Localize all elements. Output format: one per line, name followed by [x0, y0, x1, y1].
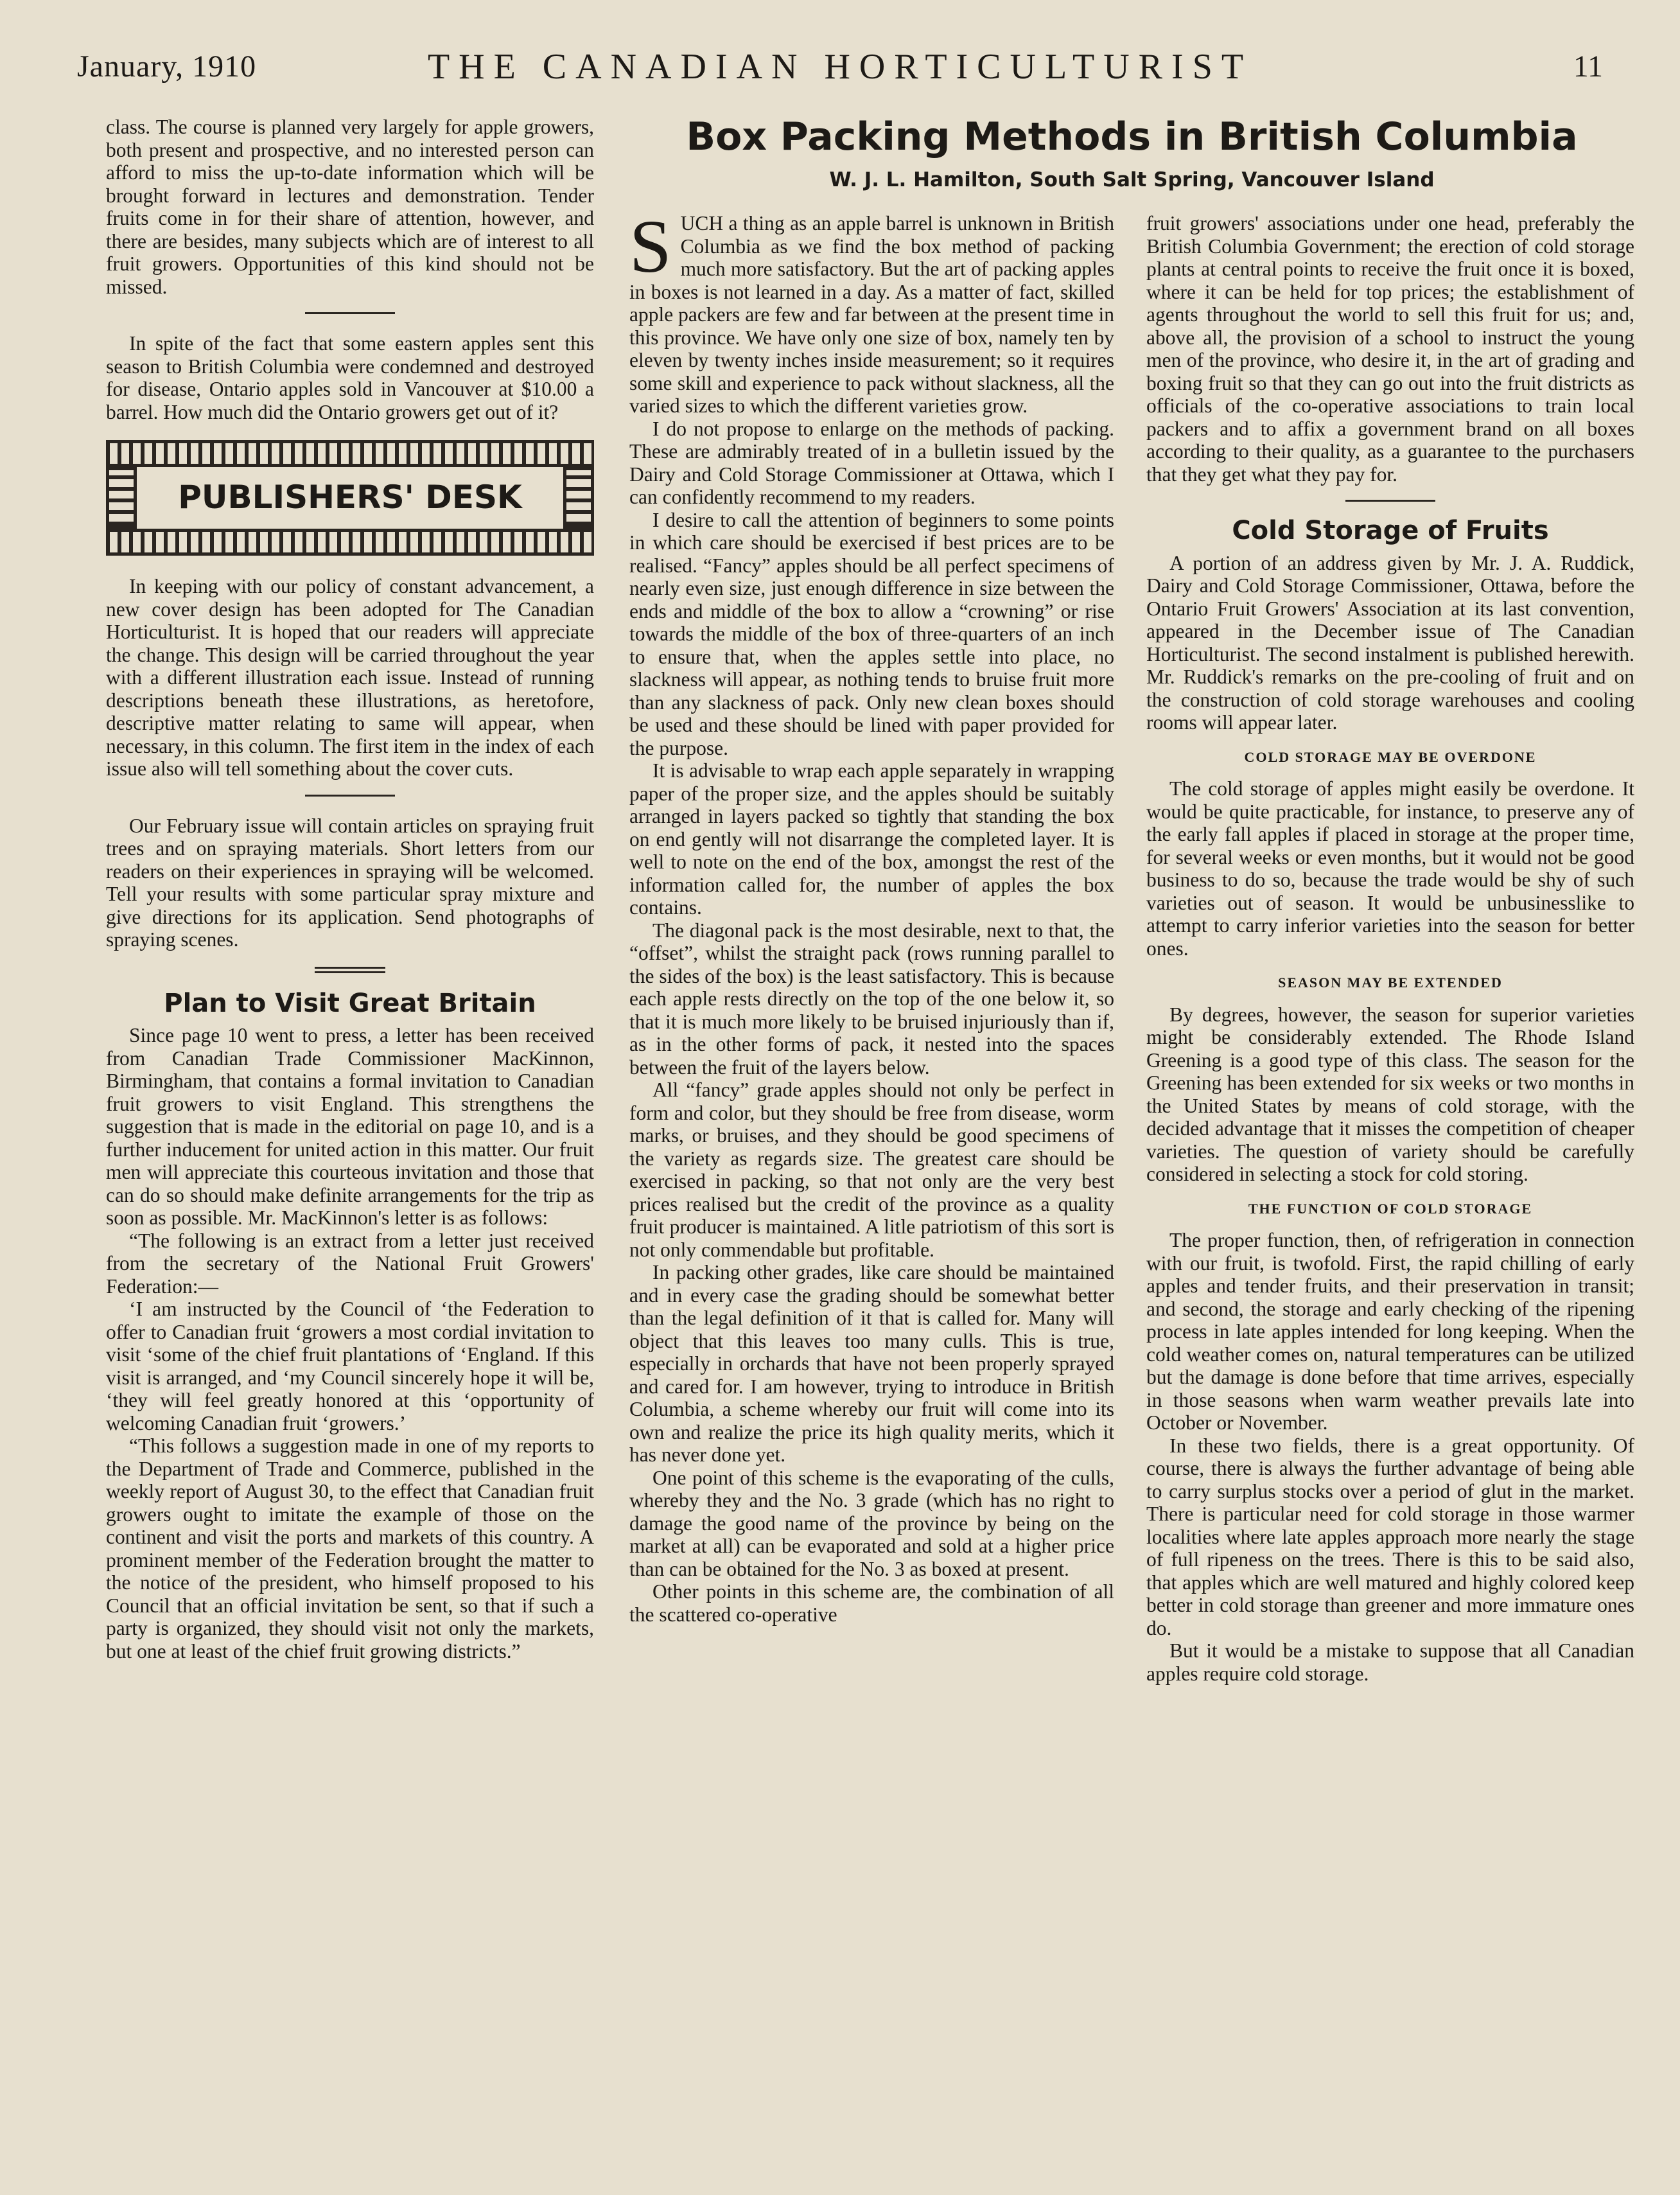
publishers-desk-banner [106, 440, 594, 556]
great-britain-para4: “This follows a suggestion made in one of my reports to the Department of Trade and Commerce, published in the weekly report of August 30, to the effect that Canadian fruit growers ought to imitate the example of those on the continent and visit the ports and markets of this country. A prominent member of the Federation brought the matter to the notice of the president, who himself proposed to his Council that an official invitation be sent, so that if such a party is organized, they should visit not only the markets, but one at least of the chief fruit growing districts.” [106, 1434, 594, 1662]
publishers-desk-title: PUBLISHERS' DESK [178, 479, 522, 516]
journal-title: THE CANADIAN HORTICULTURIST [427, 47, 1253, 87]
great-britain-para2: “The following is an extract from a letter just received from the secretary of the National Fruit Growers' Federation:— [106, 1229, 594, 1298]
running-header [77, 46, 1603, 98]
article-byline: W. J. L. Hamilton, South Salt Spring, Vancouver Island [829, 168, 1435, 191]
article-para6: All “fancy” grade apples should not only be perfect in form and color, but they should be free from disease, worm marks, or bruises, and they should be good specimens of the variety as regards size. The greatest care should be exercised in packing, so that not only are the very best prices realised but the credit of the province as a quality fruit producer is maintained. A litle patriotism of this sort is not only commendable but profitable. [629, 1079, 1114, 1261]
issue-date: January, 1910 [77, 49, 257, 84]
greek-key-border-bottom [106, 529, 594, 556]
cold-storage-para5: But it would be a mistake to suppose that all Canadian apples require cold storage. [1146, 1639, 1634, 1685]
divider [1345, 500, 1435, 502]
cold-storage-intro: A portion of an address given by Mr. J. A. Ruddick, Dairy and Cold Storage Commissioner, Ottawa, before the Ontario Fruit Growers' Association at its last convention, appeared in the December issue of The Canadian Horticulturist. The second instalment is published herewith. Mr. Ruddick's remarks on the pre-cooling of fruit and on the construction of cold storage warehouses and cooling rooms will appear later. [1146, 551, 1634, 734]
divider [305, 312, 395, 314]
great-britain-title: Plan to Visit Great Britain [164, 988, 536, 1018]
article-para4: It is advisable to wrap each apple separately in wrapping paper of the proper size, and the apples should be suitably arranged in layers packed so tightly that standing the box on end gently will not disarrange the completed layer. It is well to note on the end of the box, amongst the rest of the information called for, the number of apples the box contains. [629, 759, 1114, 919]
article-para1: SUCH a thing as an apple barrel is unknown in British Columbia as we find the box method of packing much more satisfactory. But the art of packing apples in boxes is not learned in a day. As a matter of fact, skilled apple packers are few and far between at the present time in this province. We have only one size of box, namely ten by eleven by twenty inches inside measurement; so it requires some skill and experience to pack without slackness, all the varied sizes to which the different varieties grow. [629, 204, 1114, 417]
right-column [1146, 212, 1634, 1685]
greek-key-border-top [106, 440, 594, 467]
article-title: Box Packing Methods in British Columbia [686, 114, 1578, 159]
divider [305, 795, 395, 797]
article-para9: Other points in this scheme are, the combination of all the scattered co-operative [629, 1580, 1114, 1626]
drop-cap: S [629, 204, 672, 288]
ontario-paragraph: In spite of the fact that some eastern apples sent this season to British Columbia were condemned and destroyed for disease, Ontario apples sold in Vancouver at $10.00 a barrel. How much did the Ontario growers get out of it? [106, 332, 594, 423]
cold-storage-para2: By degrees, however, the season for superior varieties might be considerably extended. The Rhode Island Greening is a good type of this class. The season for the Greening has been extended for six weeks or two months in the United States by means of cold storage, with the decided advantage that it misses the competition of cheaper varieties. The question of variety should be carefully considered in selecting a stock for cold storing. [1146, 1003, 1634, 1185]
cold-storage-para1: The cold storage of apples might easily be overdone. It would be quite practicable, for instance, to preserve any of the early fall apples if placed in storage at the proper time, for several weeks or even months, but it would not be good business to do so, because the trade would be shy of such varieties out of season. It would be unbusinesslike to attempt to carry inferior varieties into the season for better ones. [1146, 777, 1634, 960]
article-para10: fruit growers' associations under one head, preferably the British Columbia Government; the erection of cold storage plants at central points to receive the fruit once it is boxed, where it can be held for top prices; the establishment of agents throughout the world to sell this fruit for us; and, above all, the provision of a school to instruct the young men of the province, who desire it, in the art of grading and boxing fruit so that they can go out into the fruit districts as officials of the co-operative associations to train local packers and to affix a government brand on all boxes according to their quality, as a guarantee to the purchasers that they get what they pay for. [1146, 212, 1634, 486]
article-para3: I desire to call the attention of beginners to some points in which care should be exercised if best prices are to be realised. “Fancy” apples should be all perfect specimens of nearly even size, just enough difference in size between the ends and middle of the box to allow a “crowning” or rise towards the middle of the box of three-quarters of an inch to ensure that, when the apples settle into place, no slackness will appear, as nothing tends to bruise fruit more than any slackness of pack. Only new clean boxes should be used and these should be lined with paper provided for the purpose. [629, 508, 1114, 759]
middle-column [629, 204, 1114, 1626]
page-number: 11 [1573, 49, 1603, 84]
publishers-desk-para1: In keeping with our policy of constant advancement, a new cover design has been adopted for The Canadian Horticulturist. It is hoped that our readers will appreciate the change. This design will be carried throughout the year with a different illustration each issue. Instead of running descriptions beneath these illustrations, as heretofore, descriptive matter relating to same will appear, when necessary, in this column. The first item in the index of each issue also will tell something about the cover cuts. [106, 575, 594, 780]
left-column [106, 116, 594, 1662]
publishers-desk-para2: Our February issue will contain articles on spraying fruit trees and on spraying materials. Short letters from our readers on their experiences in spraying will be welcomed. Tell your results with some particular spray mixture and give directions for its application. Send photographs of spraying scenes. [106, 814, 594, 951]
subhead-function: THE FUNCTION OF COLD STORAGE [1248, 1200, 1533, 1217]
subhead-overdone: COLD STORAGE MAY BE OVERDONE [1244, 748, 1537, 765]
subhead-extended: SEASON MAY BE EXTENDED [1278, 974, 1503, 991]
article-para8: One point of this scheme is the evaporating of the culls, whereby they and the No. 3 grade (which has no right to damage the good name of the province by being on the market at all) can be evaporated and sold at a higher price than can be obtained for the No. 3 as boxed at present. [629, 1466, 1114, 1580]
intro-paragraph: class. The course is planned very largely for apple growers, both present and prospective, and no interested person can afford to miss the up-to-date information which will be brought forward in lectures and demonstration. Tender fruits come in for their share of attention, however, and there are besides, many subjects which are of interest to all fruit growers. Opportunities of this kind should not be missed. [106, 116, 594, 298]
article-para2: I do not propose to enlarge on the methods of packing. These are admirably treated of in a bulletin issued by the Dairy and Cold Storage Commissioner at Ottawa, which I can confidently recommend to my readers. [629, 417, 1114, 508]
article-para7: In packing other grades, like care should be maintained and in every case the grading should be somewhat better than the legal definition of it that is called for. Many will object that this leaves too many culls. This is true, especially in orchards that have not been properly sprayed and cared for. I am however, trying to introduce in British Columbia, a scheme whereby our fruit will come into its own and realize the price its high quality merits, which it has never done yet. [629, 1261, 1114, 1466]
greek-key-border-right [563, 467, 594, 529]
article-para5: The diagonal pack is the most desirable, next to that, the “offset”, whilst the straight pack (rows running parallel to the sides of the box) is the least satisfactory. This is because each apple rests directly on the top of the one below it, so that it is much more likely to be bruised injuriously than if, as in the other forms of pack, it nested into the spaces between the fruit of the layers below. [629, 919, 1114, 1079]
great-britain-para1: Since page 10 went to press, a letter has been received from Canadian Trade Commissioner MacKinnon, Birmingham, that contains a formal invitation to Canadian fruit growers to visit England. This strengthens the suggestion that is made in the editorial on page 10, and is a further inducement for united action in this matter. Our fruit men will appreciate this courteous invitation and those that can do so should make definite arrangements for the trip as soon as possible. Mr. MacKinnon's letter is as follows: [106, 1024, 594, 1229]
great-britain-para3: ‘I am instructed by the Council of ‘the Federation to offer to Canadian fruit ‘growers a most cordial invitation to visit ‘some of the chief fruit plantations of ‘England. If this visit is arranged, and ‘my Council sincerely hope it will be, ‘they will feel greatly honored at this ‘opportunity of welcoming Canadian fruit ‘growers.’ [106, 1298, 594, 1434]
cold-storage-para4: In these two fields, there is a great opportunity. Of course, there is always the further advantage of being able to carry surplus stocks over a period of glut in the market. There is particular need for cold storage in those warmer localities where late apples approach more nearly the stage of full ripeness on the trees. There is this to be said also, that apples which are well matured and highly colored keep better in cold storage than greener and more immature ones do. [1146, 1434, 1634, 1639]
greek-key-border-left [106, 467, 137, 529]
cold-storage-para3: The proper function, then, of refrigeration in connection with our fruit, is twofold. First, the rapid chilling of early apples and tender fruits, and their preservation in transit; and second, the storage and early checking of the ripening process in late apples intended for long keeping. When the cold weather comes on, natural temperatures can be utilized but the damage is done before that time arrives, especially in those seasons when warm weather prevails late into October or November. [1146, 1229, 1634, 1434]
double-divider [315, 967, 385, 973]
cold-storage-title: Cold Storage of Fruits [1232, 516, 1549, 545]
